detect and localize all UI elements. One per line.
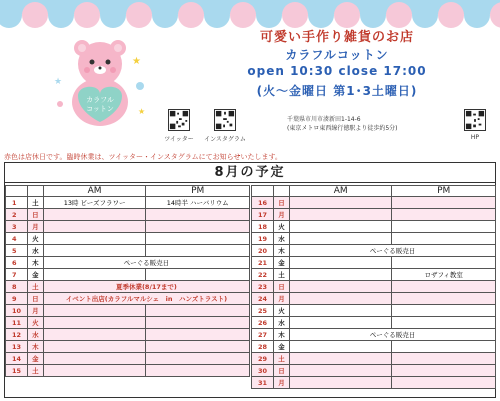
qr-code-hp[interactable] — [464, 109, 486, 131]
am-cell — [289, 221, 391, 233]
day-of-week: 土 — [273, 269, 289, 281]
day-of-week: 水 — [27, 329, 43, 341]
pm-cell — [392, 341, 496, 353]
pm-cell: 14時半 ハーバリウム — [146, 197, 250, 209]
awning-scallop — [204, 2, 230, 28]
star-icon: ★ — [54, 77, 63, 87]
am-cell — [43, 269, 146, 281]
day-number: 11 — [6, 317, 28, 329]
am-cell — [43, 221, 146, 233]
event-cell: 夏季休業(8/17まで) — [43, 281, 249, 293]
day-of-week: 金 — [273, 257, 289, 269]
am-cell — [43, 317, 146, 329]
schedule-row — [252, 233, 496, 245]
day-of-week: 木 — [27, 257, 43, 269]
day-number: 8 — [6, 281, 28, 293]
am-cell — [43, 353, 146, 365]
am-cell — [43, 365, 146, 377]
am-cell — [289, 341, 391, 353]
event-cell: イベント出店(カラフルマルシェ in ハンズトラスト) — [43, 293, 249, 305]
day-number: 22 — [252, 269, 274, 281]
pm-cell — [392, 257, 496, 269]
schedule-table-right — [251, 185, 496, 389]
schedule-row — [252, 281, 496, 293]
am-cell — [289, 293, 391, 305]
header-pm: PM — [146, 186, 250, 197]
awning-scallop — [438, 2, 464, 28]
awning-scallop — [74, 2, 100, 28]
day-of-week: 水 — [27, 245, 43, 257]
schedule-row — [6, 209, 250, 221]
day-of-week: 土 — [273, 353, 289, 365]
pm-cell — [146, 233, 250, 245]
day-of-week: 日 — [27, 293, 43, 305]
pm-cell — [392, 305, 496, 317]
header-day — [6, 186, 28, 197]
pm-cell — [146, 317, 250, 329]
awning-scallop — [100, 2, 126, 28]
schedule-row — [6, 341, 250, 353]
day-of-week: 月 — [273, 377, 289, 389]
schedule-row — [6, 197, 250, 209]
opening-days: (火～金曜日 第1･3土曜日) — [256, 84, 418, 98]
header-dow — [27, 186, 43, 197]
pm-cell — [392, 281, 496, 293]
am-cell: 13時 ビーズフラワー — [43, 197, 146, 209]
pm-cell — [146, 221, 250, 233]
shop-name: カラフルコットン — [285, 48, 389, 62]
header-day — [252, 186, 274, 197]
schedule-row — [252, 245, 496, 257]
day-number: 9 — [6, 293, 28, 305]
header-am: AM — [289, 186, 391, 197]
day-number: 18 — [252, 221, 274, 233]
awning-scallop — [152, 2, 178, 28]
am-cell — [289, 197, 391, 209]
day-number: 3 — [6, 221, 28, 233]
star-icon: ★ — [132, 56, 141, 67]
schedule-row — [6, 365, 250, 377]
pm-cell — [392, 317, 496, 329]
am-cell — [289, 353, 391, 365]
qr-hp-label: HP — [470, 134, 480, 141]
day-of-week: 土 — [27, 365, 43, 377]
schedule-row — [6, 317, 250, 329]
day-number: 13 — [6, 341, 28, 353]
day-of-week: 火 — [273, 221, 289, 233]
day-number: 31 — [252, 377, 274, 389]
address-block — [287, 115, 457, 133]
day-of-week: 金 — [27, 269, 43, 281]
pm-cell — [146, 365, 250, 377]
day-number: 23 — [252, 281, 274, 293]
qr-code-instagram[interactable] — [214, 109, 236, 131]
day-of-week: 土 — [27, 281, 43, 293]
day-of-week: 日 — [273, 365, 289, 377]
awning-scallop — [360, 2, 386, 28]
closed-notice: 赤色は店休日です。臨時休業は、ツイッター・インスタグラムにてお知らせいたします。 — [4, 153, 282, 161]
star-icon: ★ — [138, 107, 146, 116]
awning-scallop — [230, 2, 256, 28]
schedule-row — [6, 329, 250, 341]
event-cell: ぺーぐる販売日 — [289, 245, 495, 257]
address-line: 千葉県市川市湊新田1-14-6 — [287, 116, 361, 123]
pm-cell — [392, 365, 496, 377]
bear-logo — [40, 34, 170, 134]
schedule-row — [252, 305, 496, 317]
schedule-row — [6, 269, 250, 281]
pm-cell — [392, 221, 496, 233]
day-of-week: 木 — [27, 341, 43, 353]
day-number: 28 — [252, 341, 274, 353]
schedule-row — [252, 341, 496, 353]
awning-scallop — [282, 2, 308, 28]
bear-heart-text-2: コットン — [86, 105, 114, 113]
day-number: 20 — [252, 245, 274, 257]
pm-cell — [392, 293, 496, 305]
day-number: 5 — [6, 245, 28, 257]
schedule-row — [6, 293, 250, 305]
day-of-week: 月 — [27, 305, 43, 317]
day-of-week: 木 — [273, 245, 289, 257]
bear-heart-text-1: カラフル — [86, 96, 114, 104]
awning-scallop — [48, 2, 74, 28]
awning-scallop — [126, 2, 152, 28]
am-cell — [289, 317, 391, 329]
schedule-row — [6, 353, 250, 365]
pm-cell — [392, 209, 496, 221]
pm-cell — [392, 197, 496, 209]
day-of-week: 金 — [273, 341, 289, 353]
am-cell — [43, 341, 146, 353]
day-of-week: 水 — [273, 317, 289, 329]
header-am: AM — [43, 186, 146, 197]
schedule-row — [252, 269, 496, 281]
day-of-week: 月 — [273, 293, 289, 305]
day-number: 16 — [252, 197, 274, 209]
am-cell — [43, 329, 146, 341]
day-of-week: 日 — [273, 197, 289, 209]
pm-cell — [146, 305, 250, 317]
day-number: 30 — [252, 365, 274, 377]
schedule-row — [252, 293, 496, 305]
awning-scallop — [22, 2, 48, 28]
awning-scallop — [0, 2, 22, 28]
pm-cell — [392, 353, 496, 365]
schedule-row — [252, 329, 496, 341]
schedule-panel — [4, 162, 496, 398]
day-number: 1 — [6, 197, 28, 209]
awning-scallop — [412, 2, 438, 28]
event-cell: ぺーぐる販売日 — [43, 257, 249, 269]
am-cell — [43, 305, 146, 317]
am-cell — [289, 365, 391, 377]
schedule-row — [252, 221, 496, 233]
schedule-row — [252, 197, 496, 209]
schedule-header-row — [6, 186, 250, 197]
schedule-title: 8月の予定 — [5, 163, 495, 183]
am-cell — [289, 269, 391, 281]
day-of-week: 火 — [27, 317, 43, 329]
pm-cell — [146, 341, 250, 353]
awning-scallop — [308, 2, 334, 28]
day-number: 21 — [252, 257, 274, 269]
am-cell — [289, 281, 391, 293]
pm-cell — [146, 209, 250, 221]
day-number: 7 — [6, 269, 28, 281]
am-cell — [43, 209, 146, 221]
qr-twitter-label: ツイッター — [164, 136, 194, 143]
opening-hours: open 10:30 close 17:00 — [247, 64, 427, 78]
day-number: 12 — [6, 329, 28, 341]
day-of-week: 金 — [27, 353, 43, 365]
qr-instagram-label: インスタグラム — [204, 136, 246, 143]
am-cell — [43, 245, 146, 257]
schedule-table-left — [5, 185, 250, 377]
access-line: (東京メトロ東西線行徳駅より徒歩約5分) — [287, 125, 398, 132]
day-number: 14 — [6, 353, 28, 365]
awning-scallop — [178, 2, 204, 28]
schedule-header-row — [252, 186, 496, 197]
am-cell — [289, 377, 391, 389]
day-number: 24 — [252, 293, 274, 305]
day-of-week: 日 — [27, 209, 43, 221]
schedule-row — [252, 377, 496, 389]
schedule-row — [6, 257, 250, 269]
day-number: 17 — [252, 209, 274, 221]
day-number: 26 — [252, 317, 274, 329]
day-number: 15 — [6, 365, 28, 377]
day-number: 19 — [252, 233, 274, 245]
pm-cell — [146, 329, 250, 341]
pm-cell — [392, 233, 496, 245]
schedule-row — [252, 365, 496, 377]
schedule-row — [6, 221, 250, 233]
day-of-week: 火 — [27, 233, 43, 245]
day-of-week: 月 — [273, 209, 289, 221]
dot-decoration — [136, 82, 144, 90]
schedule-row — [6, 233, 250, 245]
schedule-row — [6, 305, 250, 317]
page-title: 可愛い手作り雑貨のお店 — [259, 30, 414, 45]
am-cell — [289, 233, 391, 245]
schedule-row — [252, 317, 496, 329]
event-cell: ぺーぐる販売日 — [289, 329, 495, 341]
pm-cell — [146, 269, 250, 281]
dot-decoration — [57, 101, 63, 107]
day-of-week: 火 — [273, 305, 289, 317]
awning-scallop — [334, 2, 360, 28]
schedule-row — [252, 257, 496, 269]
day-of-week: 土 — [27, 197, 43, 209]
am-cell — [289, 209, 391, 221]
am-cell — [289, 305, 391, 317]
header-pm: PM — [392, 186, 496, 197]
day-number: 27 — [252, 329, 274, 341]
day-number: 10 — [6, 305, 28, 317]
awning-scallop — [464, 2, 490, 28]
day-number: 2 — [6, 209, 28, 221]
day-number: 6 — [6, 257, 28, 269]
pm-cell: ロザフィ教室 — [392, 269, 496, 281]
am-cell — [289, 257, 391, 269]
schedule-row — [252, 353, 496, 365]
awning-scallop — [386, 2, 412, 28]
schedule-row — [252, 209, 496, 221]
pm-cell — [146, 353, 250, 365]
day-number: 4 — [6, 233, 28, 245]
awning-scallop — [256, 2, 282, 28]
day-of-week: 月 — [27, 221, 43, 233]
day-of-week: 日 — [273, 281, 289, 293]
qr-code-twitter[interactable] — [168, 109, 190, 131]
day-number: 29 — [252, 353, 274, 365]
pm-cell — [146, 245, 250, 257]
am-cell — [43, 233, 146, 245]
day-number: 25 — [252, 305, 274, 317]
day-of-week: 木 — [273, 329, 289, 341]
schedule-row — [6, 245, 250, 257]
schedule-row — [6, 281, 250, 293]
day-of-week: 水 — [273, 233, 289, 245]
header-dow — [273, 186, 289, 197]
pm-cell — [392, 377, 496, 389]
